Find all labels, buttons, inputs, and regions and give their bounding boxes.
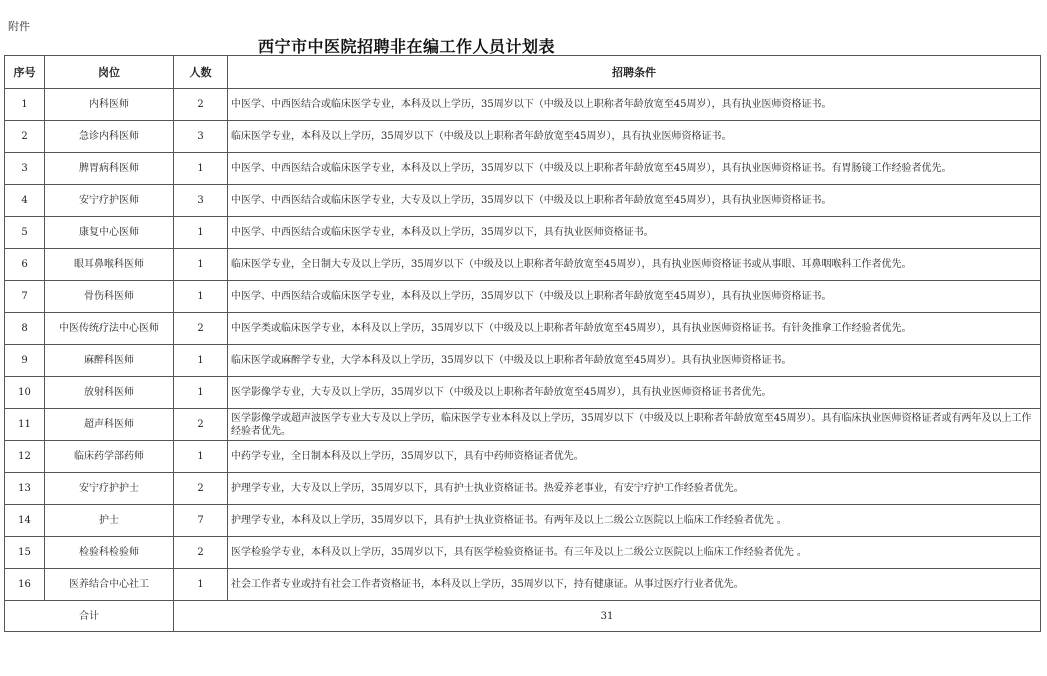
row-count: 1 <box>174 377 228 409</box>
row-requirements: 中医学类或临床医学专业，本科及以上学历，35周岁以下（中级及以上职称者年龄放宽至45周岁），具有执业医师资格证书。有针灸推拿工作经验者优先。 <box>228 313 1041 345</box>
row-requirements: 临床医学专业，本科及以上学历，35周岁以下（中级及以上职称者年龄放宽至45周岁），具有执业医师资格证书。 <box>228 121 1041 153</box>
row-no: 16 <box>5 569 45 601</box>
row-requirements: 中医学、中西医结合或临床医学专业，本科及以上学历，35周岁以下（中级及以上职称者年龄放宽至45周岁），具有执业医师资格证书。 <box>228 281 1041 313</box>
row-no: 8 <box>5 313 45 345</box>
table-row <box>5 409 1041 441</box>
row-count: 1 <box>174 345 228 377</box>
row-count: 2 <box>174 409 228 441</box>
row-position: 超声科医师 <box>45 409 174 441</box>
row-requirements: 社会工作者专业或持有社会工作者资格证书，本科及以上学历，35周岁以下，持有健康证。从事过医疗行业者优先。 <box>228 569 1041 601</box>
table-row <box>5 569 1041 601</box>
row-count: 1 <box>174 217 228 249</box>
row-no: 13 <box>5 473 45 505</box>
row-count: 2 <box>174 473 228 505</box>
row-no: 15 <box>5 537 45 569</box>
row-no: 6 <box>5 249 45 281</box>
table-row <box>5 313 1041 345</box>
table-row <box>5 537 1041 569</box>
header-requirements: 招聘条件 <box>228 56 1041 89</box>
attachment-label: 附件 <box>8 20 30 33</box>
row-count: 2 <box>174 89 228 121</box>
table-row <box>5 121 1041 153</box>
row-count: 3 <box>174 185 228 217</box>
row-no: 4 <box>5 185 45 217</box>
row-requirements: 中医学、中西医结合或临床医学专业，本科及以上学历，35周岁以下，具有执业医师资格证书。 <box>228 217 1041 249</box>
row-no: 5 <box>5 217 45 249</box>
row-position: 眼耳鼻喉科医师 <box>45 249 174 281</box>
row-position: 麻醉科医师 <box>45 345 174 377</box>
row-count: 3 <box>174 121 228 153</box>
page-title: 西宁市中医院招聘非在编工作人员计划表 <box>258 37 556 56</box>
row-position: 中医传统疗法中心医师 <box>45 313 174 345</box>
header-position: 岗位 <box>45 56 174 89</box>
table-row <box>5 249 1041 281</box>
row-requirements: 中医学、中西医结合或临床医学专业，本科及以上学历，35周岁以下（中级及以上职称者年龄放宽至45周岁），具有执业医师资格证书。 <box>228 89 1041 121</box>
row-no: 14 <box>5 505 45 537</box>
table-row <box>5 281 1041 313</box>
row-count: 7 <box>174 505 228 537</box>
row-count: 2 <box>174 537 228 569</box>
row-requirements: 医学影像学专业，大专及以上学历，35周岁以下（中级及以上职称者年龄放宽至45周岁），具有执业医师资格证书者优先。 <box>228 377 1041 409</box>
row-count: 1 <box>174 441 228 473</box>
table-row <box>5 185 1041 217</box>
row-position: 医养结合中心社工 <box>45 569 174 601</box>
row-no: 10 <box>5 377 45 409</box>
row-position: 安宁疗护护士 <box>45 473 174 505</box>
row-requirements: 临床医学或麻醉学专业，大学本科及以上学历，35周岁以下（中级及以上职称者年龄放宽至45周岁）。具有执业医师资格证书。 <box>228 345 1041 377</box>
row-count: 1 <box>174 249 228 281</box>
table-row <box>5 441 1041 473</box>
table-row <box>5 473 1041 505</box>
row-position: 护士 <box>45 505 174 537</box>
row-position: 内科医师 <box>45 89 174 121</box>
table-row <box>5 345 1041 377</box>
row-position: 脾胃病科医师 <box>45 153 174 185</box>
row-position: 急诊内科医师 <box>45 121 174 153</box>
row-no: 1 <box>5 89 45 121</box>
total-value: 31 <box>174 601 1041 632</box>
total-row <box>5 601 1041 632</box>
row-no: 9 <box>5 345 45 377</box>
row-requirements: 中药学专业，全日制本科及以上学历，35周岁以下，具有中药师资格证者优先。 <box>228 441 1041 473</box>
header-count: 人数 <box>174 56 228 89</box>
row-no: 11 <box>5 409 45 441</box>
row-requirements: 医学检验学专业，本科及以上学历，35周岁以下，具有医学检验资格证书。有三年及以上二级公立医院以上临床工作经验者优先 。 <box>228 537 1041 569</box>
row-position: 临床药学部药师 <box>45 441 174 473</box>
row-position: 检验科检验师 <box>45 537 174 569</box>
row-position: 放射科医师 <box>45 377 174 409</box>
total-label: 合计 <box>5 601 174 632</box>
row-requirements: 护理学专业，本科及以上学历，35周岁以下，具有护士执业资格证书。有两年及以上二级公立医院以上临床工作经验者优先 。 <box>228 505 1041 537</box>
recruitment-table <box>4 55 1041 632</box>
row-count: 1 <box>174 281 228 313</box>
row-requirements: 医学影像学或超声波医学专业大专及以上学历，临床医学专业本科及以上学历，35周岁以下（中级及以上职称者年龄放宽至45周岁）。具有临床执业医师资格证者或有两年及以上工作经验者优先。 <box>228 409 1041 441</box>
table-row <box>5 377 1041 409</box>
table-row <box>5 505 1041 537</box>
table-header-row <box>5 56 1041 89</box>
row-no: 12 <box>5 441 45 473</box>
table-row <box>5 217 1041 249</box>
row-count: 1 <box>174 569 228 601</box>
row-requirements: 中医学、中西医结合或临床医学专业，本科及以上学历，35周岁以下（中级及以上职称者年龄放宽至45周岁），具有执业医师资格证书。有胃肠镜工作经验者优先。 <box>228 153 1041 185</box>
table-row <box>5 89 1041 121</box>
header-no: 序号 <box>5 56 45 89</box>
row-count: 1 <box>174 153 228 185</box>
row-no: 2 <box>5 121 45 153</box>
row-position: 骨伤科医师 <box>45 281 174 313</box>
row-position: 康复中心医师 <box>45 217 174 249</box>
row-requirements: 中医学、中西医结合或临床医学专业，大专及以上学历，35周岁以下（中级及以上职称者年龄放宽至45周岁），具有执业医师资格证书。 <box>228 185 1041 217</box>
row-position: 安宁疗护医师 <box>45 185 174 217</box>
row-count: 2 <box>174 313 228 345</box>
row-no: 7 <box>5 281 45 313</box>
row-requirements: 临床医学专业，全日制大专及以上学历，35周岁以下（中级及以上职称者年龄放宽至45周岁），具有执业医师资格证书或从事眼、耳鼻咽喉科工作者优先。 <box>228 249 1041 281</box>
row-no: 3 <box>5 153 45 185</box>
table-row <box>5 153 1041 185</box>
row-requirements: 护理学专业，大专及以上学历，35周岁以下，具有护士执业资格证书。热爱养老事业，有安宁疗护工作经验者优先。 <box>228 473 1041 505</box>
